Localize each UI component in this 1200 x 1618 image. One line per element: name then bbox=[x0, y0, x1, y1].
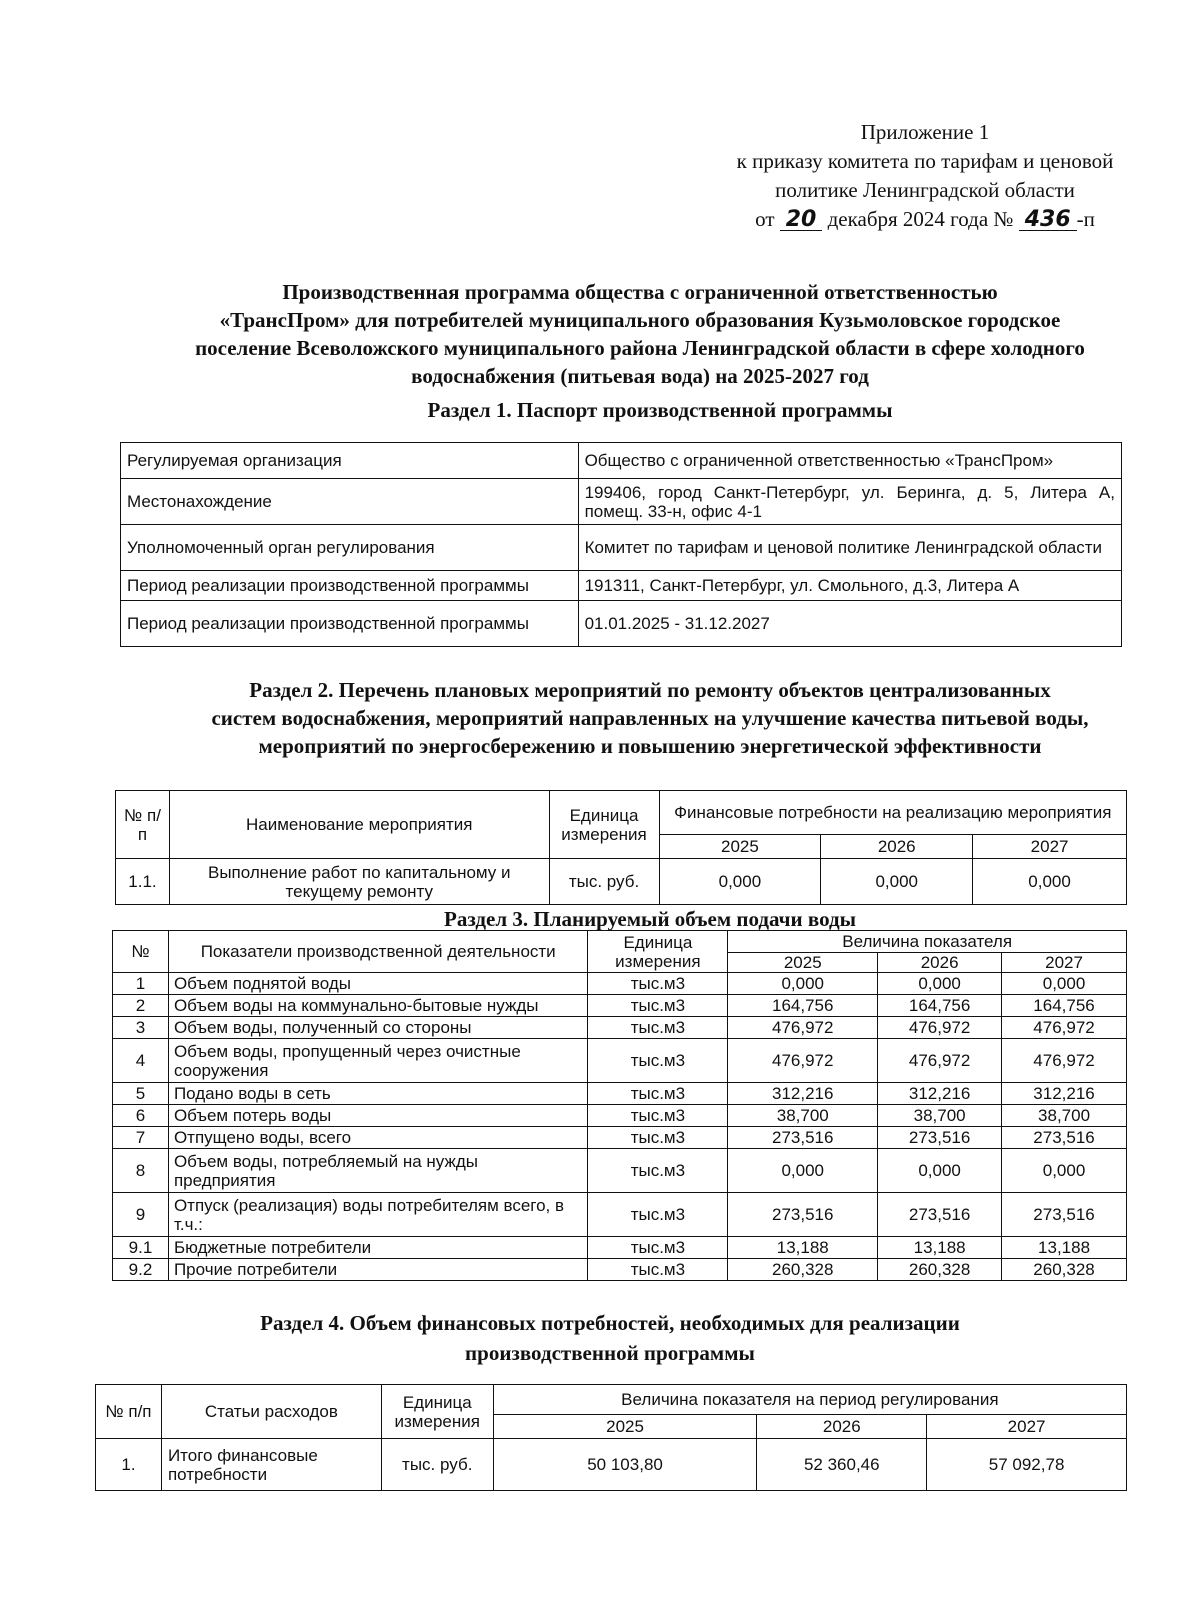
row-value-2026: 0,000 bbox=[878, 1149, 1002, 1193]
table-row bbox=[113, 1259, 1127, 1281]
row-value-2027: 476,972 bbox=[1002, 1039, 1127, 1083]
table-row bbox=[113, 1105, 1127, 1127]
passport-value: 191311, Санкт-Петербург, ул. Смольного, д.3, Литера А bbox=[578, 571, 1121, 601]
header-year-2027: 2027 bbox=[927, 1415, 1127, 1439]
header-value: Величина показателя на период регулирования bbox=[493, 1385, 1126, 1415]
row-unit: тыс.м3 bbox=[588, 1017, 728, 1039]
row-value-2027: 0,000 bbox=[1002, 1149, 1127, 1193]
date-mid: декабря 2024 года № bbox=[827, 207, 1014, 231]
table-row bbox=[113, 1083, 1127, 1105]
row-name: Прочие потребители bbox=[168, 1259, 587, 1281]
passport-label: Период реализации производственной программы bbox=[121, 571, 579, 601]
date-prefix: от bbox=[755, 207, 775, 231]
table-row bbox=[113, 1017, 1127, 1039]
header-unit: Единица измерения bbox=[588, 931, 728, 973]
row-value-2025: 50 103,80 bbox=[493, 1439, 757, 1491]
row-name: Отпуск (реализация) воды потребителям всего, в т.ч.: bbox=[168, 1193, 587, 1237]
appendix-line2: к приказу комитета по тарифам и ценовой bbox=[736, 149, 1114, 173]
row-value-2025: 0,000 bbox=[728, 1149, 878, 1193]
table-row bbox=[113, 973, 1127, 995]
row-value-2026: 476,972 bbox=[878, 1039, 1002, 1083]
passport-row bbox=[121, 479, 1122, 525]
row-num: 7 bbox=[113, 1127, 169, 1149]
row-num: 9 bbox=[113, 1193, 169, 1237]
title-line2: «ТрансПром» для потребителей муниципального образования Кузьмоловское городское bbox=[219, 308, 1061, 332]
passport-row bbox=[121, 525, 1122, 571]
table-row bbox=[113, 1193, 1127, 1237]
row-name: Объем поднятой воды bbox=[168, 973, 587, 995]
section4-title bbox=[180, 1308, 1040, 1368]
row-num: 8 bbox=[113, 1149, 169, 1193]
row-value-2027: 312,216 bbox=[1002, 1083, 1127, 1105]
table-row bbox=[96, 1439, 1127, 1491]
handwritten-day: 20 bbox=[780, 210, 823, 231]
row-value-2026: 260,328 bbox=[878, 1259, 1002, 1281]
row-unit: тыс.м3 bbox=[588, 1127, 728, 1149]
row-num: 4 bbox=[113, 1039, 169, 1083]
row-unit: тыс.м3 bbox=[588, 995, 728, 1017]
row-value-2026: 312,216 bbox=[878, 1083, 1002, 1105]
passport-label: Местонахождение bbox=[121, 479, 579, 525]
row-value-2027: 273,516 bbox=[1002, 1193, 1127, 1237]
appendix-header bbox=[690, 118, 1160, 234]
header-year-2025: 2025 bbox=[493, 1415, 757, 1439]
section1-title: Раздел 1. Паспорт производственной программы bbox=[427, 398, 893, 422]
row-value-2027: 0,000 bbox=[973, 859, 1127, 905]
header-unit: Единица измерения bbox=[381, 1385, 493, 1439]
row-unit: тыс.м3 bbox=[588, 1149, 728, 1193]
row-name: Итого финансовые потребности bbox=[161, 1439, 381, 1491]
row-num: 5 bbox=[113, 1083, 169, 1105]
row-value-2025: 164,756 bbox=[728, 995, 878, 1017]
table-row bbox=[113, 1149, 1127, 1193]
handwritten-number: 436 bbox=[1019, 210, 1077, 231]
row-name: Объем воды, полученный со стороны bbox=[168, 1017, 587, 1039]
section2-title bbox=[100, 676, 1200, 760]
header-num: № п/п bbox=[116, 791, 170, 859]
row-value-2025: 476,972 bbox=[728, 1039, 878, 1083]
title-line1: Производственная программа общества с ограниченной ответственностью bbox=[282, 280, 998, 304]
document-title bbox=[110, 278, 1170, 390]
measures-header-row bbox=[116, 791, 1127, 835]
row-value-2027: 38,700 bbox=[1002, 1105, 1127, 1127]
row-value-2025: 273,516 bbox=[728, 1193, 878, 1237]
row-num: 6 bbox=[113, 1105, 169, 1127]
row-name: Подано воды в сеть bbox=[168, 1083, 587, 1105]
title-line3: поселение Всеволожского муниципального района Ленинградской области в сфере холодного bbox=[195, 336, 1085, 360]
row-num: 2 bbox=[113, 995, 169, 1017]
row-name: Объем воды, потребляемый на нужды предприятия bbox=[168, 1149, 587, 1193]
title-line4: водоснабжения (питьевая вода) на 2025-2027 год bbox=[411, 364, 869, 388]
section4-title-line1: Раздел 4. Объем финансовых потребностей, необходимых для реализации bbox=[260, 1311, 960, 1335]
row-value-2026: 0,000 bbox=[821, 859, 973, 905]
passport-row bbox=[121, 601, 1122, 647]
row-num: 1. bbox=[96, 1439, 162, 1491]
row-value-2027: 476,972 bbox=[1002, 1017, 1127, 1039]
row-value-2025: 260,328 bbox=[728, 1259, 878, 1281]
table-row bbox=[113, 1127, 1127, 1149]
header-unit: Единица измерения bbox=[549, 791, 659, 859]
row-unit: тыс.м3 bbox=[588, 1259, 728, 1281]
row-value-2026: 164,756 bbox=[878, 995, 1002, 1017]
header-year-2026: 2026 bbox=[878, 953, 1002, 973]
row-value-2027: 273,516 bbox=[1002, 1127, 1127, 1149]
row-value-2026: 52 360,46 bbox=[757, 1439, 927, 1491]
passport-value: 199406, город Санкт-Петербург, ул. Беринга, д. 5, Литера А, помещ. 33-н, офис 4-1 bbox=[578, 479, 1121, 525]
row-num: 9.1 bbox=[113, 1237, 169, 1259]
row-unit: тыс.м3 bbox=[588, 1193, 728, 1237]
passport-row bbox=[121, 571, 1122, 601]
appendix-line3: политике Ленинградской области bbox=[775, 178, 1075, 202]
row-value-2025: 0,000 bbox=[728, 973, 878, 995]
row-name: Бюджетные потребители bbox=[168, 1237, 587, 1259]
header-year-2025: 2025 bbox=[659, 835, 821, 859]
row-unit: тыс.м3 bbox=[588, 973, 728, 995]
finance-header-row bbox=[96, 1385, 1127, 1415]
row-name: Объем воды, пропущенный через очистные сооружения bbox=[168, 1039, 587, 1083]
header-year-2025: 2025 bbox=[728, 953, 878, 973]
passport-value: Общество с ограниченной ответственностью «ТрансПром» bbox=[578, 443, 1121, 479]
row-value-2026: 273,516 bbox=[878, 1127, 1002, 1149]
row-name: Объем потерь воды bbox=[168, 1105, 587, 1127]
section2-title-line2: систем водоснабжения, мероприятий направленных на улучшение качества питьевой воды, bbox=[211, 706, 1089, 730]
passport-value: Комитет по тарифам и ценовой политике Ленинградской области bbox=[578, 525, 1121, 571]
header-num: № п/п bbox=[96, 1385, 162, 1439]
row-unit: тыс.м3 bbox=[588, 1105, 728, 1127]
appendix-date-line bbox=[690, 205, 1160, 234]
header-name: Статьи расходов bbox=[161, 1385, 381, 1439]
row-name: Объем воды на коммунально-бытовые нужды bbox=[168, 995, 587, 1017]
row-value-2025: 13,188 bbox=[728, 1237, 878, 1259]
row-num: 1 bbox=[113, 973, 169, 995]
finance-table bbox=[95, 1384, 1127, 1491]
row-num: 1.1. bbox=[116, 859, 170, 905]
header-name: Показатели производственной деятельности bbox=[168, 931, 587, 973]
table-row bbox=[116, 859, 1127, 905]
row-num: 9.2 bbox=[113, 1259, 169, 1281]
section3-title: Раздел 3. Планируемый объем подачи воды bbox=[444, 907, 856, 931]
row-num: 3 bbox=[113, 1017, 169, 1039]
row-unit: тыс.м3 bbox=[588, 1039, 728, 1083]
passport-value: 01.01.2025 - 31.12.2027 bbox=[578, 601, 1121, 647]
row-value-2026: 38,700 bbox=[878, 1105, 1002, 1127]
row-value-2027: 260,328 bbox=[1002, 1259, 1127, 1281]
section2-title-line3: мероприятий по энергосбережению и повышению энергетической эффективности bbox=[258, 734, 1042, 758]
row-unit: тыс. руб. bbox=[381, 1439, 493, 1491]
table-row bbox=[113, 995, 1127, 1017]
row-value-2025: 38,700 bbox=[728, 1105, 878, 1127]
row-value-2027: 164,756 bbox=[1002, 995, 1127, 1017]
table-row bbox=[113, 1237, 1127, 1259]
water-header-row bbox=[113, 931, 1127, 953]
row-value-2026: 476,972 bbox=[878, 1017, 1002, 1039]
row-value-2025: 0,000 bbox=[659, 859, 821, 905]
header-year-2027: 2027 bbox=[1002, 953, 1127, 973]
header-name: Наименование мероприятия bbox=[169, 791, 549, 859]
measures-table bbox=[115, 790, 1127, 905]
header-num: № bbox=[113, 931, 169, 973]
row-value-2026: 0,000 bbox=[878, 973, 1002, 995]
section4-title-line2: производственной программы bbox=[465, 1341, 755, 1365]
header-year-2027: 2027 bbox=[973, 835, 1127, 859]
row-name: Отпущено воды, всего bbox=[168, 1127, 587, 1149]
header-year-2026: 2026 bbox=[821, 835, 973, 859]
passport-label: Регулируемая организация bbox=[121, 443, 579, 479]
row-value-2025: 273,516 bbox=[728, 1127, 878, 1149]
row-value-2027: 0,000 bbox=[1002, 973, 1127, 995]
row-unit: тыс.м3 bbox=[588, 1237, 728, 1259]
row-value-2026: 273,516 bbox=[878, 1193, 1002, 1237]
section2-title-line1: Раздел 2. Перечень плановых мероприятий по ремонту объектов централизованных bbox=[249, 678, 1051, 702]
row-unit: тыс.м3 bbox=[588, 1083, 728, 1105]
row-name: Выполнение работ по капитальному и текущему ремонту bbox=[169, 859, 549, 905]
row-value-2026: 13,188 bbox=[878, 1237, 1002, 1259]
passport-row bbox=[121, 443, 1122, 479]
header-year-2026: 2026 bbox=[757, 1415, 927, 1439]
water-supply-table bbox=[112, 930, 1127, 1281]
passport-label: Уполномоченный орган регулирования bbox=[121, 525, 579, 571]
passport-table bbox=[120, 442, 1122, 647]
appendix-line1: Приложение 1 bbox=[860, 120, 990, 144]
row-value-2025: 476,972 bbox=[728, 1017, 878, 1039]
passport-label: Период реализации производственной программы bbox=[121, 601, 579, 647]
row-value-2027: 13,188 bbox=[1002, 1237, 1127, 1259]
header-value: Величина показателя bbox=[728, 931, 1127, 953]
row-value-2027: 57 092,78 bbox=[927, 1439, 1127, 1491]
number-suffix: -п bbox=[1076, 207, 1095, 231]
row-unit: тыс. руб. bbox=[549, 859, 659, 905]
row-value-2025: 312,216 bbox=[728, 1083, 878, 1105]
header-finance: Финансовые потребности на реализацию мероприятия bbox=[659, 791, 1127, 835]
table-row bbox=[113, 1039, 1127, 1083]
